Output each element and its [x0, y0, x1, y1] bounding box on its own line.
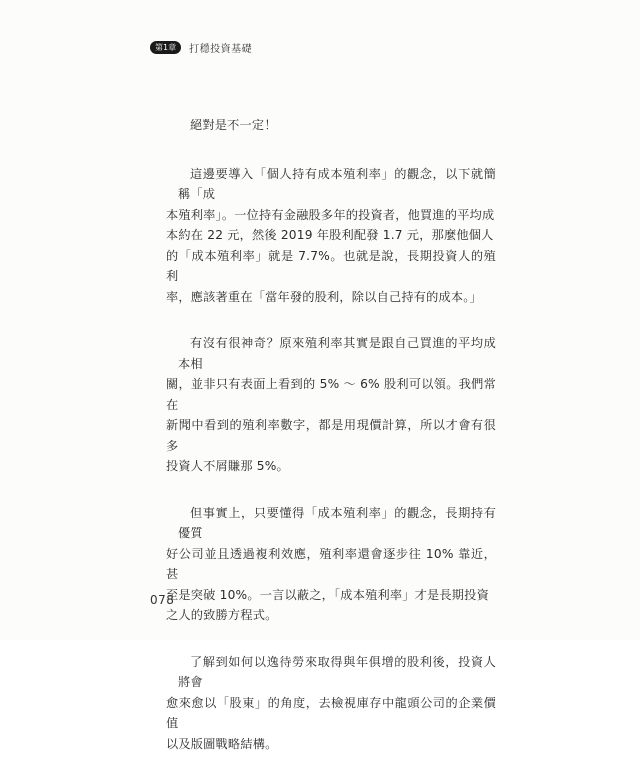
paragraph-line: 這邊要導入「個人持有成本殖利率」的觀念，以下就簡稱「成 — [178, 166, 496, 201]
paragraph-line: 有沒有很神奇？原來殖利率其實是跟自己買進的平均成本相 — [178, 336, 496, 371]
paragraph-line: 的「成本殖利率」就是 7.7%。也就是說，長期投資人的殖利 — [166, 248, 496, 283]
chapter-title: 打穩投資基礎 — [189, 44, 253, 55]
page-number: 078 — [150, 593, 175, 607]
body-text — [166, 115, 496, 780]
paragraph-1 — [178, 115, 496, 136]
paragraph-line: 率，應該著重在「當年發的股利，除以自己持有的成本。」 — [166, 289, 482, 304]
paragraph-line: 好公司並且透過複利效應，殖利率還會逐步往 10% 靠近，甚 — [166, 546, 496, 581]
paragraph-line: 新聞中看到的殖利率數字，都是用現價計算，所以才會有很多 — [166, 418, 496, 453]
paragraph-line: 絕對是不一定！ — [190, 118, 277, 132]
running-header — [150, 40, 252, 55]
paragraph-line: 本約在 22 元，然後 2019 年股利配發 1.7 元，那麼他個人 — [166, 228, 494, 242]
paragraph-line: 至是突破 10%。一言以蔽之，「成本殖利率」才是長期投資 — [166, 587, 489, 602]
paragraph-line: 關，並非只有表面上看到的 5% ～ 6% 股利可以領。我們常在 — [166, 377, 496, 412]
paragraph-3 — [166, 333, 496, 477]
paragraph-line: 愈來愈以「股東」的角度，去檢視庫存中龍頭公司的企業價值 — [166, 695, 496, 730]
paragraph-line: 本殖利率」。一位持有金融股多年的投資者，他買進的平均成 — [166, 207, 495, 222]
paragraph-5 — [166, 652, 496, 755]
paragraph-line: 了解到如何以逸待勞來取得與年俱增的股利後，投資人將會 — [178, 654, 496, 689]
paragraph-2 — [166, 164, 496, 308]
paragraph-line: 以及版圖戰略結構。 — [166, 736, 278, 751]
paragraph-line: 但事實上，只要懂得「成本殖利率」的觀念，長期持有優質 — [178, 505, 496, 540]
chapter-badge: 第1章 — [150, 41, 181, 54]
paragraph-line: 之人的致勝方程式。 — [166, 608, 278, 622]
paragraph-4 — [166, 503, 496, 626]
paragraph-line: 投資人不屑賺那 5%。 — [166, 459, 289, 473]
